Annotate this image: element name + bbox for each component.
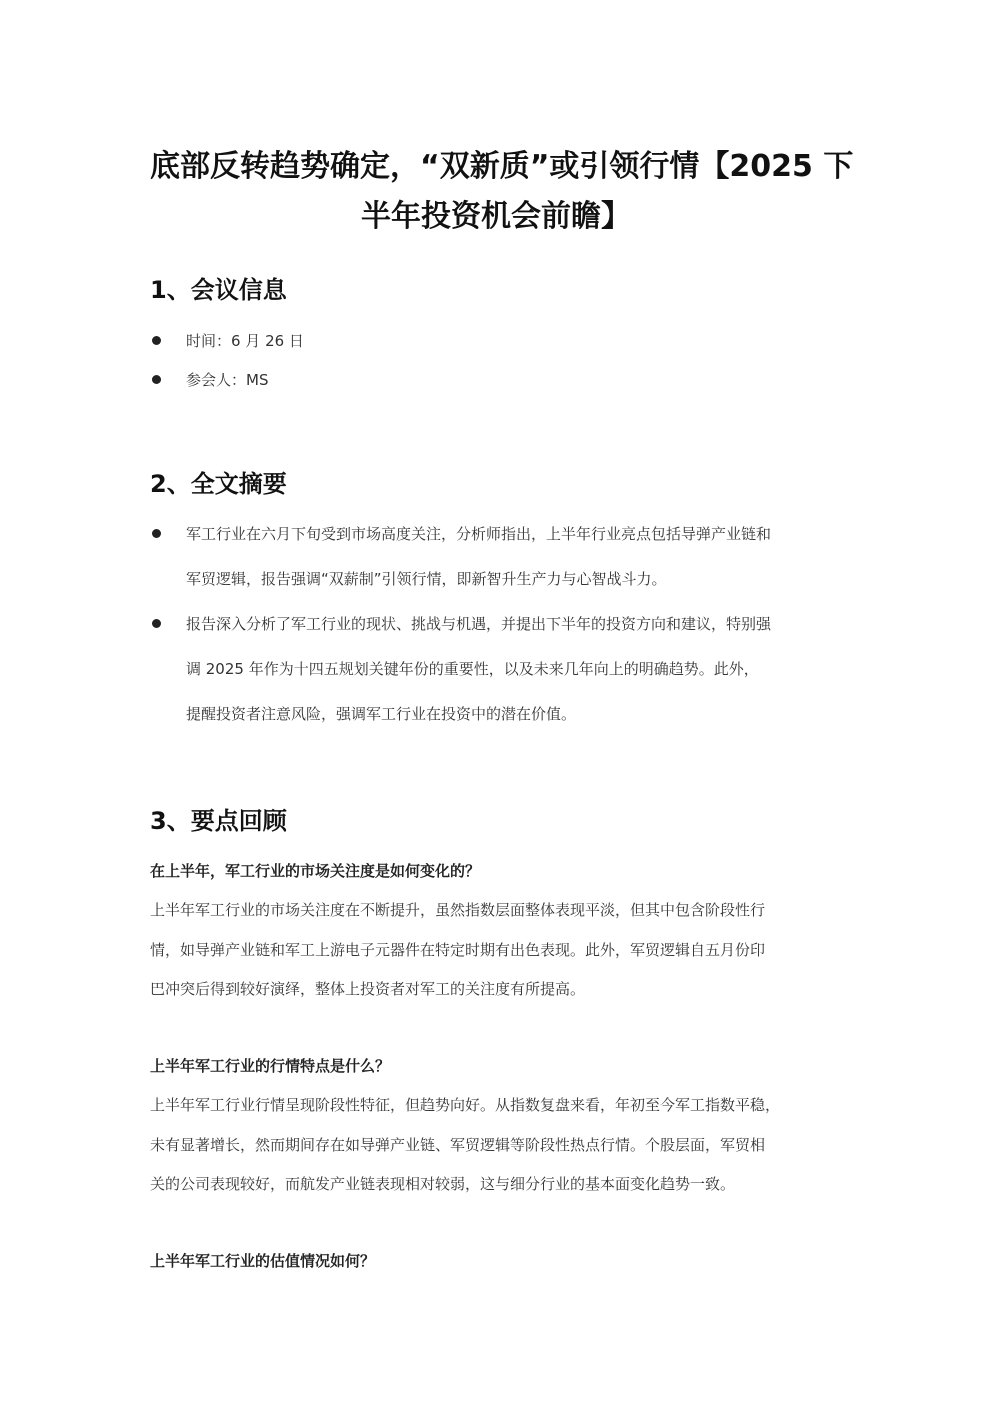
document-title-line-2: 半年投资机会前瞻】 — [361, 199, 631, 234]
text-line: 关的公司表现较好，而航发产业链表现相对较弱，这与细分行业的基本面变化趋势一致。 — [150, 1175, 736, 1193]
list-item-text — [186, 369, 842, 414]
text-line: 参会人：MS — [186, 371, 269, 389]
bullet-icon — [152, 529, 161, 538]
text-line: 时间：6 月 26 日 — [186, 332, 304, 350]
text-line: 上半年军工行业的市场关注度在不断提升，虽然指数层面整体表现平淡，但其中包含阶段性行 — [150, 901, 766, 919]
text-line: 调 2025 年作为十四五规划关键年份的重要性，以及未来几年向上的明确趋势。此外， — [186, 660, 759, 678]
text-line: 巴冲突后得到较好演绎，整体上投资者对军工的关注度有所提高。 — [150, 980, 586, 998]
document-title-line-1: 底部反转趋势确定，“双新质”或引领行情【2025 下 — [150, 149, 854, 184]
text-line: 军贸逻辑，报告强调“双薪制”引领行情，即新智升生产力与心智战斗力。 — [186, 570, 667, 588]
text-line: 报告深入分析了军工行业的现状、挑战与机遇，并提出下半年的投资方向和建议，特别强 — [186, 615, 772, 633]
bullet-icon — [152, 336, 161, 345]
list-item-text — [186, 523, 842, 613]
section-heading-summary: 2、全文摘要 — [150, 470, 287, 498]
question-heading-market-features: 上半年军工行业的行情特点是什么？ — [150, 1057, 391, 1075]
bullet-icon — [152, 619, 161, 628]
text-line: 上半年军工行业行情呈现阶段性特征，但趋势向好。从指数复盘来看，年初至今军工指数平稳， — [150, 1096, 781, 1114]
bullet-icon — [152, 375, 161, 384]
text-line: 未有显著增长，然而期间存在如导弹产业链、军贸逻辑等阶段性热点行情。个股层面，军贸相 — [150, 1135, 766, 1154]
list-item-text — [186, 613, 842, 748]
text-line: 军工行业在六月下旬受到市场高度关注，分析师指出，上半年行业亮点包括导弹产业链和 — [186, 525, 772, 543]
answer-paragraph-market-features — [150, 1094, 842, 1213]
text-line: 情，如导弹产业链和军工上游电子元器件在特定时期有出色表现。此外，军贸逻辑自五月份印 — [150, 940, 766, 959]
answer-paragraph-market-attention — [150, 899, 842, 1018]
question-heading-market-attention: 在上半年，军工行业的市场关注度是如何变化的？ — [150, 862, 481, 880]
question-heading-valuation: 上半年军工行业的估值情况如何？ — [150, 1252, 376, 1270]
section-heading-meeting-info: 1、会议信息 — [150, 276, 287, 304]
text-line: 提醒投资者注意风险，强调军工行业在投资中的潜在价值。 — [186, 705, 577, 723]
section-heading-key-points: 3、要点回顾 — [150, 807, 287, 835]
